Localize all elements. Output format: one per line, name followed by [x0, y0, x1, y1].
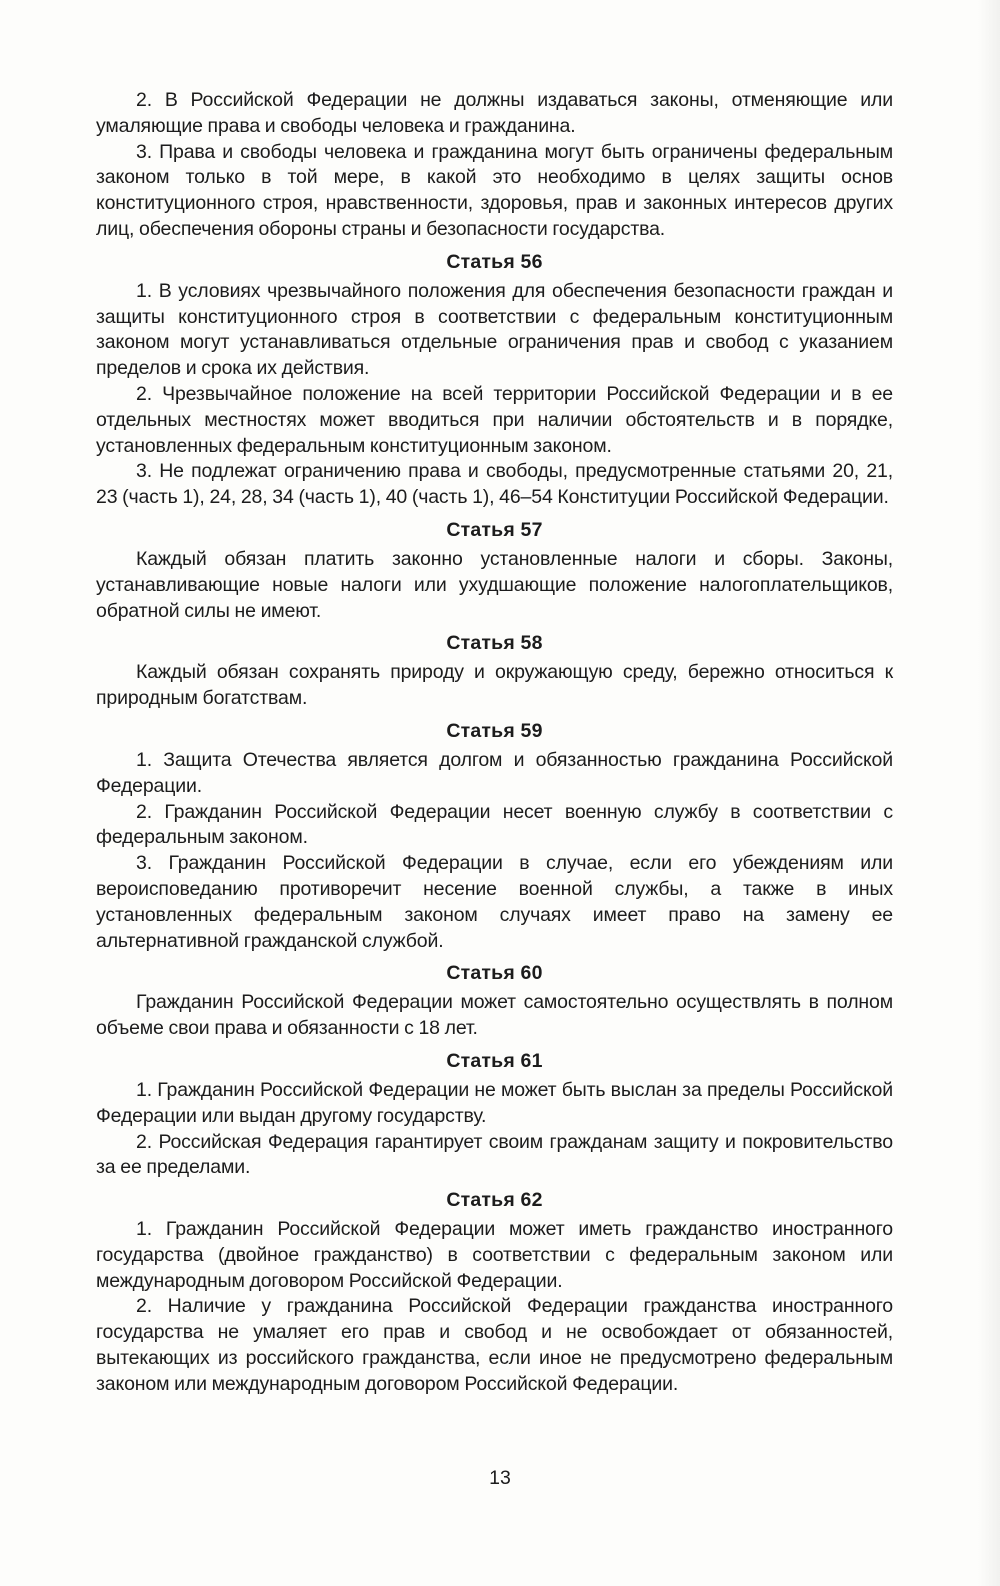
- article-heading-56: Статья 56: [446, 250, 543, 273]
- article-heading-60: Статья 60: [446, 962, 543, 985]
- article-heading-58: Статья 58: [446, 632, 543, 655]
- paragraph-62-1: 1. Гражданин Российской Федерации может иметь гражданство иностранного государства (двойное гражданство) в соответствии с федеральным законом или международным договором Российской Федерации.: [96, 1218, 893, 1292]
- paragraph-59-1: 1. Защита Отечества является долгом и обязанностью гражданина Российской Федерации.: [96, 748, 893, 797]
- article-heading-59: Статья 59: [446, 719, 543, 742]
- article-heading-61: Статья 61: [446, 1049, 543, 1072]
- paragraph-55-3: [96, 140, 893, 243]
- article-heading-62: Статья 62: [446, 1189, 543, 1212]
- paragraph-55-2: [96, 88, 893, 140]
- paragraph-56-1: 1. В условиях чрезвычайного положения для обеспечения безопасности граждан и защиты конституционного строя в соответствии с федеральным конституционным законом могут устанавливаться отдельные ограничения прав и свобод с указанием пределов и срока их действия.: [96, 279, 893, 380]
- paragraph-60: Гражданин Российской Федерации может самостоятельно осуществлять в полном объеме свои права и обязанности с 18 лет.: [96, 991, 893, 1040]
- page-edge-shadow: [978, 0, 1000, 1586]
- paragraph-59-3: 3. Гражданин Российской Федерации в случае, если его убеждениям или вероисповеданию противоречит несение военной службы, а также в иных установленных федеральным законом случаях имеет право на замену ее альтернативной гражданской службой.: [96, 852, 893, 952]
- paragraph-61-1: 1. Гражданин Российской Федерации не может быть выслан за пределы Российской Федерации или выдан другому государству.: [96, 1078, 893, 1127]
- paragraph-61-2: 2. Российская Федерация гарантирует своим гражданам защиту и покровительство за ее пределами.: [96, 1130, 893, 1179]
- article-heading-57: Статья 57: [446, 518, 543, 541]
- paragraph-56-2: 2. Чрезвычайное положение на всей территории Российской Федерации и в ее отдельных местностях может вводиться при наличии обстоятельств и в порядке, установленных федеральным конституционным законом.: [96, 382, 893, 457]
- paragraph-62-2: 2. Наличие у гражданина Российской Федерации гражданства иностранного государства не умаляет его прав и свобод и не освобождает от обязанностей, вытекающих из российского гражданства, если иное не предусмотрено федеральным законом или международным договором Российской Федерации.: [96, 1295, 893, 1395]
- paragraph-text: 3. Права и свободы человека и гражданина могут быть ограничены федеральным законом только в той мере, в какой это необходимо в целях защиты основ конституционного строя, нравственности, здоровья, прав и законных интересов других лиц, обеспечения обороны страны и безопасности государства.: [96, 140, 893, 240]
- paragraph-56-3: 3. Не подлежат ограничению права и свободы, предусмотренные статьями 20, 21, 23 (часть 1), 24, 28, 34 (часть 1), 40 (часть 1), 46–54 Конституции Российской Федерации.: [96, 460, 893, 509]
- paragraph-57: Каждый обязан платить законно установленные налоги и сборы. Законы, устанавливающие новые налоги или ухудшающие положение налогоплательщиков, обратной силы не имеют.: [96, 547, 893, 622]
- paragraph-58: Каждый обязан сохранять природу и окружающую среду, бережно относиться к природным богатствам.: [96, 661, 893, 710]
- paragraph-text: 2. В Российской Федерации не должны издаваться законы, отменяющие или умаляющие права и свободы человека и гражданина.: [96, 89, 893, 137]
- paragraph-59-2: 2. Гражданин Российской Федерации несет военную службу в соответствии с федеральным законом.: [96, 800, 893, 849]
- page-number: 13: [489, 1467, 511, 1489]
